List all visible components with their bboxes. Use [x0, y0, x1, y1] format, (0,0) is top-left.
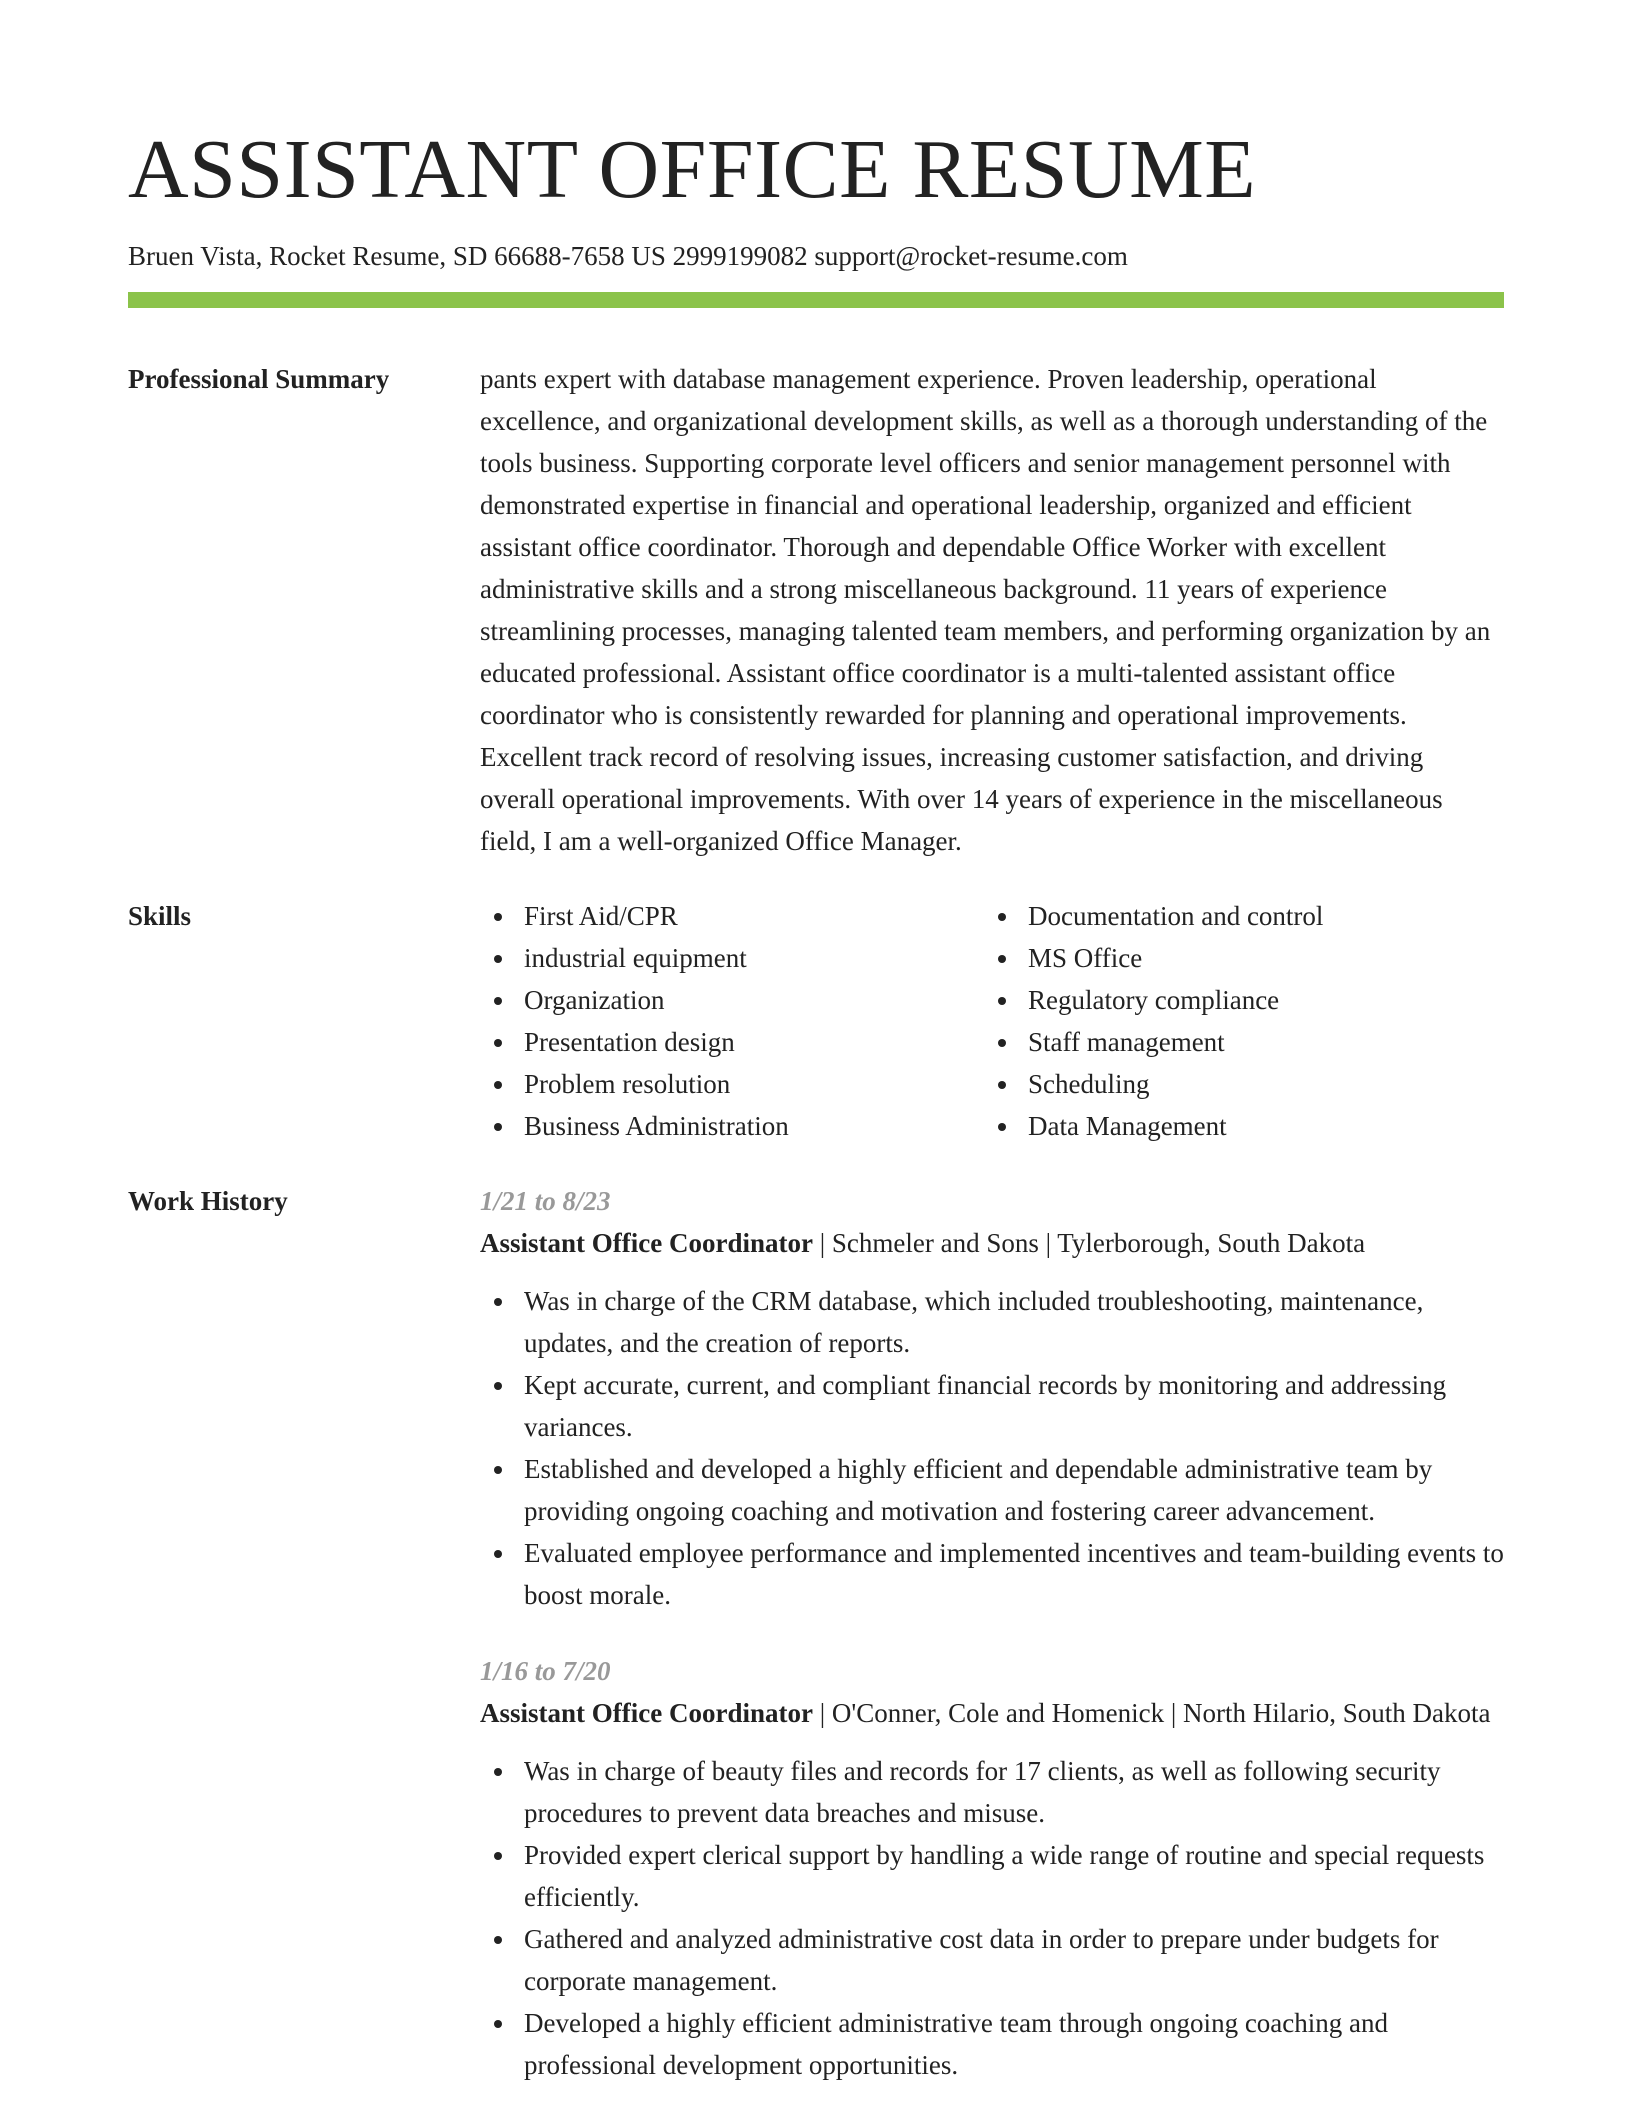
skill-item: Business Administration	[480, 1105, 984, 1147]
skill-item: First Aid/CPR	[480, 895, 984, 937]
work-history-body	[480, 1180, 1504, 2086]
job-title: Assistant Office Coordinator	[480, 1228, 813, 1258]
skills-label: Skills	[128, 901, 192, 931]
work-history-section	[128, 1180, 1504, 2086]
job-bullet: Established and developed a highly efficient and dependable administrative team by providing ongoing coaching and motivation and fostering career advancement.	[480, 1448, 1504, 1532]
skill-item: industrial equipment	[480, 937, 984, 979]
job-employer-location: | O'Conner, Cole and Homenick | North Hilario, South Dakota	[812, 1698, 1491, 1728]
skills-column-left	[480, 895, 984, 1147]
job-bullets	[480, 1750, 1504, 2086]
skill-item: Regulatory compliance	[984, 979, 1488, 1021]
job-bullet: Developed a highly efficient administrative team through ongoing coaching and professional development opportunities.	[480, 2002, 1504, 2086]
job-bullet: Gathered and analyzed administrative cost data in order to prepare under budgets for corporate management.	[480, 1918, 1504, 2002]
header-divider	[128, 292, 1504, 308]
resume-page	[128, 120, 1504, 2086]
job-employer-location: | Schmeler and Sons | Tylerborough, South Dakota	[812, 1228, 1366, 1258]
job-entry	[480, 1650, 1504, 2086]
summary-section	[128, 358, 1504, 862]
contact-line: Bruen Vista, Rocket Resume, SD 66688-7658 US 2999199082 support@rocket-resume.com	[128, 241, 1128, 271]
skill-item: Organization	[480, 979, 984, 1021]
work-history-label: Work History	[128, 1186, 288, 1216]
job-bullet: Evaluated employee performance and implemented incentives and team-building events to boost morale.	[480, 1532, 1504, 1616]
job-heading	[480, 1222, 1504, 1264]
job-bullet: Provided expert clerical support by handling a wide range of routine and special requests efficiently.	[480, 1834, 1504, 1918]
summary-text: pants expert with database management experience. Proven leadership, operational excellence, and organizational development skills, as well as a thorough understanding of the tools business. Supporting corporate level officers and senior management personnel with demonstrated expertise in financial and operational leadership, organized and efficient assistant office coordinator. Thorough and dependable Office Worker with excellent administrative skills and a strong miscellaneous background. 11 years of experience streamlining processes, managing talented team members, and performing organization by an educated professional. Assistant office coordinator is a multi-talented assistant office coordinator who is consistently rewarded for planning and operational improvements. Excellent track record of resolving issues, increasing customer satisfaction, and driving overall operational improvements. With over 14 years of experience in the miscellaneous field, I am a well-organized Office Manager.	[480, 364, 1491, 856]
job-dates: 1/16 to 7/20	[480, 1656, 611, 1686]
job-title: Assistant Office Coordinator	[480, 1698, 813, 1728]
skill-item: Scheduling	[984, 1063, 1488, 1105]
skills-section	[128, 895, 1504, 1147]
job-dates: 1/21 to 8/23	[480, 1186, 611, 1216]
skill-item: Presentation design	[480, 1021, 984, 1063]
skill-item: Documentation and control	[984, 895, 1488, 937]
job-entry	[480, 1180, 1504, 1616]
job-bullets	[480, 1280, 1504, 1616]
resume-title: ASSISTANT OFFICE RESUME	[128, 123, 1257, 216]
skill-item: MS Office	[984, 937, 1488, 979]
skills-body	[480, 895, 1504, 1147]
skills-column-right	[984, 895, 1488, 1147]
job-bullet: Was in charge of the CRM database, which included troubleshooting, maintenance, updates, and the creation of reports.	[480, 1280, 1504, 1364]
job-bullet: Was in charge of beauty files and records for 17 clients, as well as following security procedures to prevent data breaches and misuse.	[480, 1750, 1504, 1834]
skill-item: Problem resolution	[480, 1063, 984, 1105]
skill-item: Staff management	[984, 1021, 1488, 1063]
summary-label: Professional Summary	[128, 364, 390, 394]
skills-grid	[480, 895, 1504, 1147]
job-heading	[480, 1692, 1504, 1734]
job-bullet: Kept accurate, current, and compliant financial records by monitoring and addressing variances.	[480, 1364, 1504, 1448]
skill-item: Data Management	[984, 1105, 1488, 1147]
